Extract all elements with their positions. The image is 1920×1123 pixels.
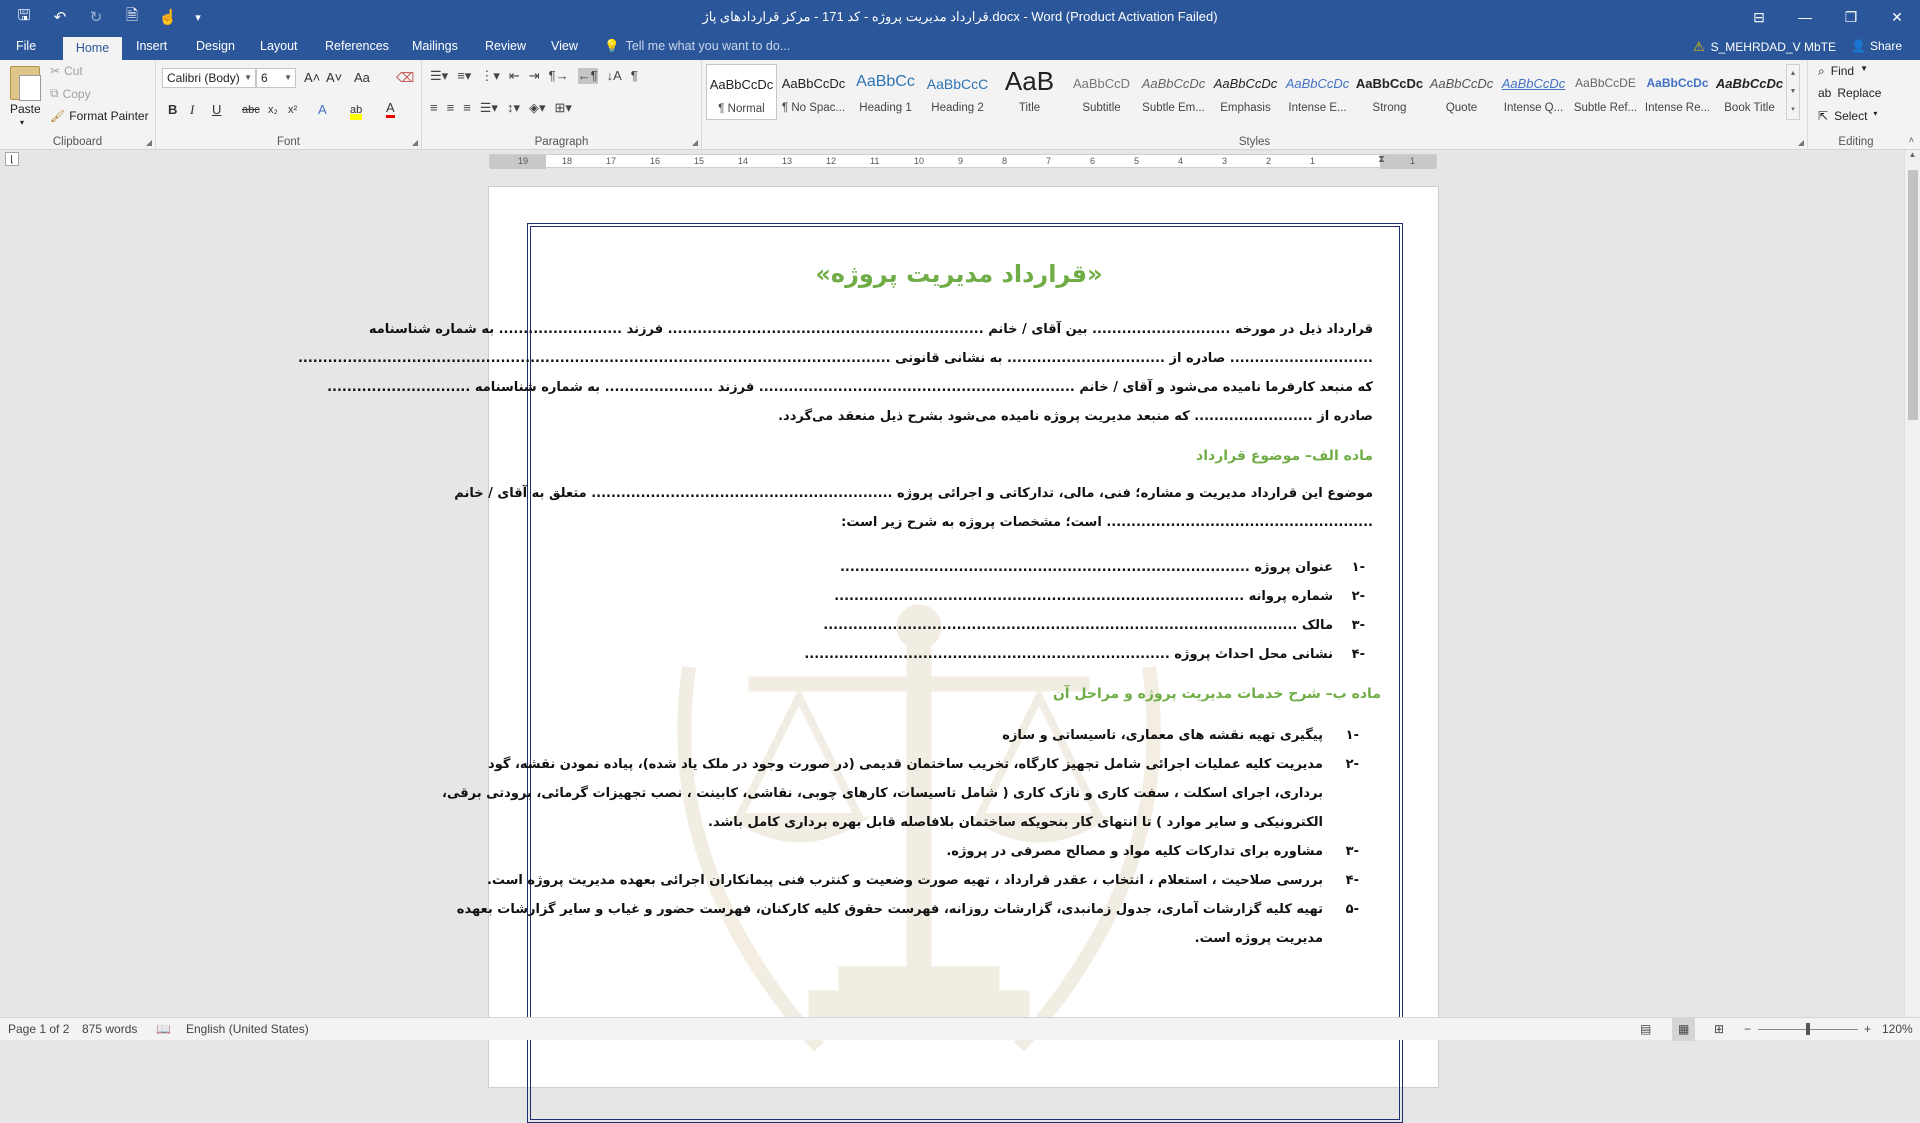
ribbon-tabs: [0, 34, 1920, 60]
select-icon: ⇱: [1818, 109, 1829, 123]
numbering-icon[interactable]: ≡▾: [457, 68, 472, 83]
paragraph-group-label: Paragraph: [534, 136, 589, 148]
style-sample: AaB: [1004, 66, 1055, 96]
scroll-up-icon[interactable]: ▲: [1908, 150, 1917, 159]
style-name: Title: [1018, 102, 1041, 114]
style-strong[interactable]: [1354, 64, 1425, 120]
page-count[interactable]: Page 1 of 2: [8, 1022, 70, 1036]
borders-icon[interactable]: ⊞▾: [554, 100, 572, 115]
ruler-margin-right: [1380, 155, 1436, 169]
change-case-button[interactable]: Aa: [354, 70, 370, 85]
style-sample: AaBbCcDc: [1213, 76, 1278, 91]
font-group: [156, 60, 422, 150]
tab-mailings[interactable]: Mailings: [412, 39, 458, 53]
ribbon-home: [0, 60, 1920, 150]
shrink-font-button[interactable]: A˅: [326, 70, 343, 85]
format-painter-label: Format Painter: [69, 109, 149, 123]
styles-launcher-icon[interactable]: ◢: [1797, 138, 1804, 147]
ruler-label: 15: [694, 156, 705, 166]
style-name: Intense E...: [1288, 102, 1347, 114]
style-sample: AaBbCcDc: [781, 76, 846, 91]
style-subtitle[interactable]: [1066, 64, 1137, 120]
list-text: پیگیری تهیه نقشه های معماری، تاسیساتی و سازه: [1002, 728, 1323, 743]
format-painter-button[interactable]: [50, 109, 149, 123]
list-text: نشانی محل احداث پروژه ..........................................................................: [804, 647, 1333, 662]
font-name-value: Calibri (Body): [167, 71, 240, 85]
style-book-title[interactable]: [1714, 64, 1785, 120]
font-group-label: Font: [276, 136, 300, 148]
redo-icon[interactable]: ↻: [89, 9, 103, 26]
warning-icon: ⚠: [1692, 39, 1705, 54]
copy-icon: ⧉: [50, 86, 59, 100]
style-sample: AaBbCcDc: [1355, 76, 1424, 91]
style-normal[interactable]: [706, 64, 777, 120]
tab-references[interactable]: References: [325, 39, 389, 53]
style-name: Heading 2: [931, 102, 984, 114]
ruler-label: 14: [738, 156, 749, 166]
copy-button[interactable]: [50, 86, 91, 101]
style-quote[interactable]: [1426, 64, 1497, 120]
sort-icon[interactable]: ↓A: [606, 68, 622, 83]
style-sample: AaBbCcDc: [1285, 76, 1350, 91]
document-page[interactable]: [297, 187, 1438, 1087]
tab-design[interactable]: Design: [196, 39, 235, 53]
style-name: Intense Re...: [1644, 102, 1711, 114]
style-title[interactable]: [994, 64, 1065, 120]
intro-line: قرارداد ذیل در مورخه ............................ بین آقای / خانم ................................................................ فرزند ......................... به شماره شناسنامه: [368, 322, 1373, 337]
paste-chevron-icon: ▾: [20, 118, 25, 127]
style-subtle-emphasis[interactable]: [1138, 64, 1209, 120]
list-text: مشاوره برای تدارکات کلیه مواد و مصالح مصرفی در پروژه.: [946, 844, 1323, 859]
multilevel-list-icon[interactable]: ⋮▾: [480, 68, 500, 83]
ruler-label: 1: [1310, 156, 1316, 166]
list-item: [456, 895, 1373, 924]
copy-label: Copy: [62, 86, 91, 101]
scissors-icon: ✂: [50, 64, 61, 78]
horizontal-ruler[interactable]: [489, 154, 1437, 168]
lightbulb-icon: 💡: [604, 39, 620, 53]
word-count[interactable]: 875 words: [82, 1022, 138, 1036]
ruler-label: 1: [1410, 156, 1416, 166]
touch-mode-icon[interactable]: ☝: [158, 9, 178, 26]
style-subtle-reference[interactable]: [1570, 64, 1641, 120]
paragraph-launcher-icon[interactable]: ◢: [691, 138, 698, 147]
cut-label: Cut: [64, 64, 83, 78]
ruler-label: 9: [958, 156, 964, 166]
tab-file[interactable]: File: [16, 39, 37, 53]
save-icon[interactable]: 🖫: [17, 6, 31, 24]
font-size-combo[interactable]: [256, 68, 296, 88]
tab-home[interactable]: Home: [63, 37, 122, 60]
ruler-label: 16: [650, 156, 661, 166]
list-item: [486, 866, 1373, 895]
bullets-icon[interactable]: ☰▾: [430, 68, 449, 83]
ruler-label: 13: [782, 156, 793, 166]
undo-icon[interactable]: ↶: [53, 9, 67, 26]
paste-label: Paste: [10, 102, 41, 116]
list-item: [545, 640, 1373, 669]
style-no-spacing[interactable]: [778, 64, 849, 120]
style-name: Strong: [1372, 102, 1407, 114]
zoom-out-icon[interactable]: −: [1744, 1022, 1752, 1036]
zoom-slider-thumb[interactable]: [1806, 1023, 1810, 1035]
style-sample: AaBbCcDc: [709, 77, 774, 92]
find-label: Find: [1830, 64, 1855, 78]
replace-label: Replace: [1837, 86, 1882, 100]
minimize-button[interactable]: —: [1798, 9, 1812, 25]
style-sample: AaBbCc: [856, 73, 915, 90]
subscript-button[interactable]: x₂: [268, 104, 278, 116]
list-item-continuation: [545, 924, 1373, 953]
highlight-button[interactable]: ab: [350, 100, 362, 120]
style-intense-emphasis[interactable]: [1282, 64, 1353, 120]
document-area: [0, 172, 1904, 1017]
style-sample: AaBbCcDc: [1429, 76, 1494, 91]
list-item: [545, 611, 1373, 640]
underline-button[interactable]: U: [212, 102, 222, 117]
editing-group-label: Editing: [1838, 136, 1874, 148]
clipboard-launcher-icon[interactable]: ◢: [145, 138, 152, 147]
list-number: -۵: [1345, 902, 1359, 917]
list-text: تهیه کلیه گزارشات آماری، جدول زمانبدی، گزارشات روزانه، فهرست حقوق کلیه کارکنان، فهرست حضور و غیاب و سایر گزارشات بعهده: [456, 902, 1323, 917]
font-color-button[interactable]: A: [386, 100, 395, 118]
text-effects-button[interactable]: A: [318, 102, 327, 117]
cut-button[interactable]: [50, 64, 83, 78]
account-area[interactable]: [1693, 34, 1836, 60]
style-sample: AaBbCcC: [926, 76, 989, 92]
new-document-icon[interactable]: 🗎: [125, 6, 139, 24]
intro-line: ............................. صادره از ................................ به نشانی قانونی ........................................................................................................................: [297, 351, 1373, 366]
tell-me-text: Tell me what you want to do...: [625, 39, 791, 53]
ruler-label: 5: [1134, 156, 1140, 166]
tab-layout[interactable]: Layout: [260, 39, 298, 53]
list-item: [545, 553, 1373, 582]
list-item: [545, 721, 1373, 750]
list-item-continuation: [442, 779, 1373, 808]
tab-view[interactable]: View: [551, 39, 578, 53]
style-sample: AaBbCcDc: [1141, 76, 1206, 91]
list-text: الکترونیکی و سایر موارد ) تا انتهای کار بنحویکه ساختمان بلافاصله قابل بهره برداری کامل باشد.: [708, 815, 1323, 830]
chevron-down-icon: ▼: [244, 73, 252, 82]
style-name: Subtle Ref...: [1573, 102, 1638, 114]
increase-indent-icon[interactable]: ⇥: [528, 68, 540, 83]
title-bar: [0, 0, 1920, 34]
style-sample: AaBbCcDE: [1575, 76, 1636, 90]
status-bar: [0, 1017, 1920, 1040]
clipboard-group: [0, 60, 156, 150]
section-b-heading: ماده ب– شرح خدمات مدیریت پروژه و مراحل آن: [1052, 686, 1381, 702]
replace-icon: ab: [1818, 86, 1832, 100]
style-heading-1[interactable]: [850, 64, 921, 120]
tell-me-box[interactable]: [604, 34, 790, 60]
select-button[interactable]: [1818, 109, 1877, 123]
style-name: ¶ Normal: [718, 103, 765, 115]
tab-insert[interactable]: Insert: [136, 39, 168, 53]
line-spacing-icon[interactable]: ↕▾: [506, 100, 520, 115]
ruler-label: 4: [1178, 156, 1184, 166]
list-text: شماره پروانه ...................................................................................: [834, 589, 1333, 604]
list-item-continuation: [545, 808, 1373, 837]
indent-marker-icon[interactable]: ⧗: [1378, 154, 1386, 165]
grow-font-button[interactable]: A˄: [304, 70, 321, 85]
list-text: مدیریت پروژه است.: [1194, 931, 1323, 946]
zoom-in-icon[interactable]: +: [1864, 1022, 1872, 1036]
clear-formatting-icon[interactable]: ⌫: [396, 70, 415, 85]
horizontal-ruler-bar: [0, 150, 1920, 172]
list-number: -۲: [1351, 589, 1365, 604]
intro-line: که منبعد کارفرما نامیده می‌شود و آقای / خانم ................................................................ فرزند ...................... به شماره شناسنامه .............................: [327, 380, 1373, 395]
ltr-icon[interactable]: ¶→: [548, 68, 569, 83]
style-name: Quote: [1445, 102, 1478, 114]
chevron-down-icon: ▼: [284, 73, 292, 82]
ruler-label: 12: [826, 156, 837, 166]
style-intense-quote[interactable]: [1498, 64, 1569, 120]
zoom-level[interactable]: 120%: [1882, 1022, 1913, 1036]
styles-gallery: [706, 64, 1782, 120]
superscript-button[interactable]: x²: [288, 104, 298, 116]
scrollbar-thumb[interactable]: [1908, 170, 1918, 420]
ruler-label: 11: [870, 156, 880, 166]
document-content: [297, 241, 1381, 953]
ruler-label: 19: [518, 156, 529, 166]
strikethrough-button[interactable]: abc: [242, 104, 260, 116]
italic-button[interactable]: I: [190, 102, 195, 117]
style-emphasis[interactable]: [1210, 64, 1281, 120]
style-name: ¶ No Spac...: [781, 102, 846, 114]
proofing-icon[interactable]: 📖: [156, 1022, 171, 1036]
font-size-value: 6: [261, 71, 268, 85]
list-number: -۱: [1345, 728, 1359, 743]
list-number: -۳: [1351, 618, 1365, 633]
style-name: Subtitle: [1082, 102, 1121, 114]
styles-group-label: Styles: [1238, 136, 1271, 148]
tab-review[interactable]: Review: [485, 39, 526, 53]
brush-icon: 🖌: [50, 109, 66, 123]
search-icon: ⌕: [1818, 64, 1825, 78]
style-intense-reference[interactable]: [1642, 64, 1713, 120]
list-text: مدیریت کلیه عملیات اجرائی شامل تجهیز کارگاه، تخریب ساختمان قدیمی (در صورت وجود در ملک یاد شده)، پیاده نمودن نقشه، گود: [488, 757, 1323, 772]
ruler-label: 3: [1222, 156, 1228, 166]
list-number: -۴: [1345, 873, 1359, 888]
user-name: S_MEHRDAD_V MbTE: [1710, 40, 1836, 54]
bold-button[interactable]: B: [168, 102, 178, 117]
ruler-label: 6: [1090, 156, 1096, 166]
collapse-ribbon-icon[interactable]: ˄: [1908, 135, 1914, 145]
section-a-heading: ماده الف– موضوع قرارداد: [1196, 448, 1373, 464]
restore-button[interactable]: ❐: [1844, 8, 1858, 25]
intro-line: صادره از ........................ که منبعد مدیریت پروژه نامیده می‌شود بشرح ذیل منعقد می‌گردد.: [778, 409, 1373, 424]
style-name: Intense Q...: [1503, 102, 1564, 114]
share-button[interactable]: [1851, 34, 1902, 60]
language[interactable]: English (United States): [186, 1022, 309, 1036]
ruler-label: 2: [1266, 156, 1272, 166]
ruler-label: 8: [1002, 156, 1008, 166]
read-mode-icon[interactable]: ▤: [1640, 1022, 1652, 1036]
font-name-combo[interactable]: [162, 68, 256, 88]
vertical-scrollbar[interactable]: [1904, 150, 1920, 1017]
customize-qat-chevron-icon[interactable]: ▾: [195, 11, 201, 24]
close-button[interactable]: ✕: [1891, 8, 1903, 25]
list-number: -۳: [1345, 844, 1359, 859]
web-layout-icon[interactable]: ⊞: [1714, 1022, 1725, 1036]
list-item: [545, 837, 1373, 866]
style-name: Subtle Em...: [1142, 102, 1205, 114]
list-text: برداری، اجرای اسکلت ، سفت کاری و نازک کاری ( شامل تاسیسات، کارهای چوبی، نقاشی، کابینت ، نصب تجهیزات گرمائی، برودتی برقی،: [442, 786, 1323, 801]
decrease-indent-icon[interactable]: ⇤: [508, 68, 520, 83]
tab-selector[interactable]: ⌊: [5, 152, 19, 166]
show-marks-icon[interactable]: ¶: [630, 68, 638, 83]
list-text: عنوان پروژه ...................................................................................: [839, 560, 1333, 575]
align-left-icon[interactable]: ≡: [430, 100, 438, 115]
style-sample: AaBbCcDc: [1646, 76, 1709, 90]
replace-button[interactable]: [1818, 86, 1881, 100]
find-button[interactable]: [1818, 64, 1868, 79]
styles-gallery-scroll[interactable]: ▲ ▼ ▾: [1786, 64, 1800, 120]
person-icon: 👤: [1851, 39, 1866, 53]
ruler-label: 17: [606, 156, 617, 166]
rtl-icon[interactable]: ←¶: [577, 68, 598, 83]
style-name: Heading 1: [859, 102, 912, 114]
style-sample: AaBbCcDc: [1715, 76, 1784, 91]
list-item: [545, 582, 1373, 611]
list-text: بررسی صلاحیت ، استعلام ، انتخاب ، عقدر قرارداد ، تهیه صورت وضعیت و کنترب فنی پیمانکاران اجرائی بعهده مدیریت پروژه است.: [486, 873, 1323, 888]
quick-access-toolbar: [8, 0, 208, 34]
ruler-label: 18: [562, 156, 573, 166]
ruler-label: 7: [1046, 156, 1052, 166]
paste-icon: [10, 66, 40, 100]
justify-icon[interactable]: ☰▾: [479, 100, 498, 115]
section-a-text: موضوع این قرارداد مدیریت و مشاره؛ فنی، مالی، تدارکاتی و اجرائی پروژه ............................................................. متعلق به آقای / خانم: [454, 486, 1373, 501]
style-name: Emphasis: [1220, 102, 1271, 114]
list-text: مالک ................................................................................................: [823, 618, 1333, 633]
share-label: Share: [1869, 39, 1902, 53]
list-number: -۱: [1351, 560, 1365, 575]
style-sample: AaBbCcDc: [1501, 76, 1566, 91]
style-name: Book Title: [1724, 102, 1775, 114]
ruler-label: 10: [914, 156, 925, 166]
list-number: -۲: [1345, 757, 1359, 772]
window-title: قرارداد مدیریت پروژه - کد 171 - مرکز قراردادهای پاژ.docx - Word (Product Activation Failed): [702, 9, 1218, 24]
align-center-icon[interactable]: ≡: [446, 100, 455, 115]
font-launcher-icon[interactable]: ◢: [411, 138, 418, 147]
shading-icon[interactable]: ◈▾: [529, 100, 546, 115]
align-right-icon[interactable]: ≡: [463, 100, 471, 115]
ribbon-display-options-icon[interactable]: ⊟: [1753, 8, 1765, 25]
paragraph-group: [422, 60, 702, 150]
clipboard-group-label: Clipboard: [52, 136, 103, 148]
style-heading-2[interactable]: [922, 64, 993, 120]
list-item: [488, 750, 1373, 779]
chevron-down-icon: ▾: [1873, 109, 1878, 118]
list-number: -۴: [1351, 647, 1365, 662]
print-layout-icon[interactable]: ▦: [1672, 1018, 1695, 1041]
style-sample: AaBbCcD: [1072, 76, 1131, 91]
section-a-text: ...................................................... است؛ مشخصات پروژه به شرح زیر است:: [841, 515, 1373, 530]
document-title: «قرارداد مدیریت پروژه»: [815, 260, 1103, 288]
chevron-down-icon: ▼: [1860, 64, 1868, 73]
select-label: Select: [1834, 109, 1868, 123]
